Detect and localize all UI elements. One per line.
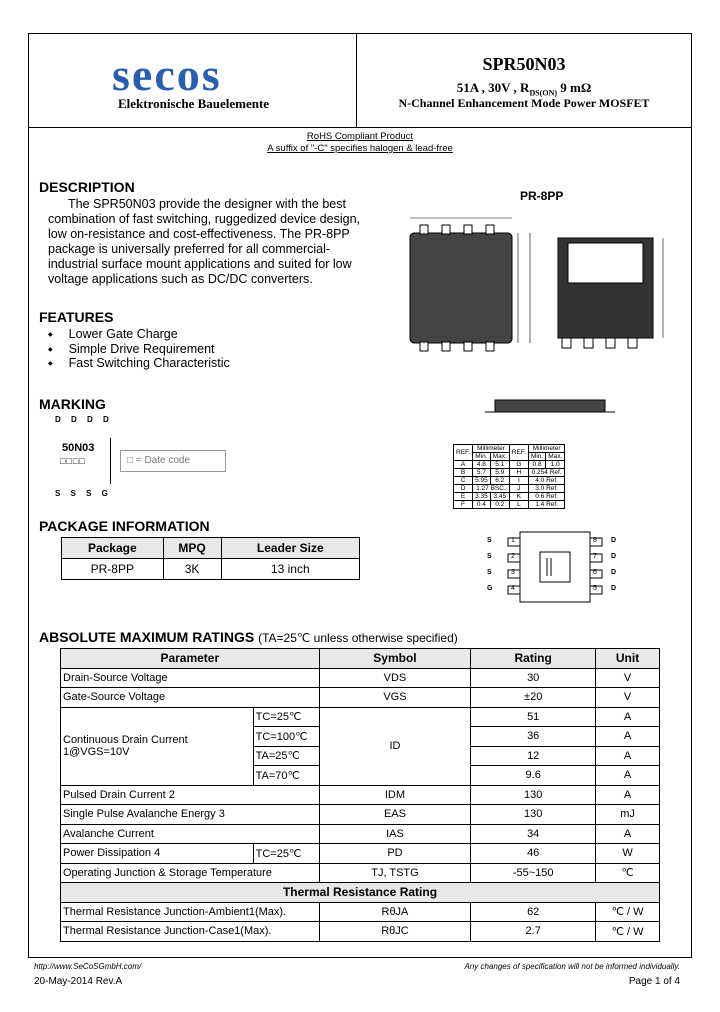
dim-header: Min. (473, 453, 491, 461)
marking-top-pins: D D D D (55, 415, 113, 424)
dim-unit: Millimeter (528, 445, 564, 453)
package-info-heading: PACKAGE INFORMATION (39, 518, 210, 534)
table-row: Continuous Drain Current 1@VGS=10V TC=25℃ ID 51 A (61, 707, 660, 727)
abs-max-ratings-table (60, 648, 660, 942)
table-row: Gate-Source Voltage VGS ±20 V (61, 688, 660, 708)
thermal-heading: Thermal Resistance Rating (61, 883, 660, 903)
halogen-line: A suffix of "-C" specifies halogen & lead-free (267, 143, 453, 154)
dim-header: REF. (454, 445, 473, 461)
table-header: Rating (471, 649, 596, 669)
dim-header: REF. (509, 445, 528, 461)
dim-unit: Millimeter (473, 445, 510, 453)
table-row: A 4.8 5.1 G 0.8 1.0 (454, 461, 565, 469)
table-row: F 0.4 0.2 L 1.4 Ref. (454, 501, 565, 509)
pin-number: 2 (511, 553, 515, 560)
date-code-legend: □ = Date code (120, 450, 226, 472)
package-drawing (400, 210, 690, 440)
pin-label: G (487, 585, 493, 592)
part-number: SPR50N03 (482, 54, 566, 74)
pin-number: 8 (593, 537, 597, 544)
description-heading: DESCRIPTION (39, 179, 135, 195)
pin-label: D (611, 553, 617, 560)
footer-note: Any changes of specification will not be informed individually. (464, 962, 680, 971)
table-row: Thermal Resistance Junction-Case1(Max). RθJC 2.7 ℃ / W (61, 922, 660, 942)
pin-number: 4 (511, 585, 515, 592)
pin-label: D (611, 585, 617, 592)
features-heading: FEATURES (39, 309, 114, 325)
dim-header: Max. (490, 453, 509, 461)
marking-date-boxes: □□□□ (60, 456, 86, 466)
table-row: TC=100℃ 36 A (61, 727, 660, 747)
table-row: PR-8PP 3K 13 inch (62, 559, 360, 580)
marking-divider (110, 438, 111, 484)
pin-number: 3 (511, 569, 515, 576)
pin-number: 5 (593, 585, 597, 592)
table-header: Parameter (61, 649, 320, 669)
pin-number: 6 (593, 569, 597, 576)
table-row: Thermal Resistance Junction-Ambient1(Max). RθJA 62 ℃ / W (61, 902, 660, 922)
footer-date: 20-May-2014 Rev.A (34, 976, 123, 987)
pinout-diagram (505, 530, 605, 605)
company-logo: secos (112, 49, 222, 100)
table-header: Unit (596, 649, 660, 669)
table-row: D 1.27 BSC. J 3.0 Ref. (454, 485, 565, 493)
footer-url[interactable]: http://www.SeCoSGmbH.com/ (34, 962, 142, 971)
pin-label: S (487, 537, 492, 544)
company-subtitle: Elektronische Bauelemente (118, 96, 270, 111)
table-header: Leader Size (221, 538, 359, 559)
spec-summary: 51A , 30V , $R_{DS(ON)}$ 9 mΩ (456, 80, 592, 98)
feature-item: ◆ Simple Drive Requirement (48, 342, 230, 357)
table-row: TA=25℃ 12 A (61, 746, 660, 766)
pin-label: D (611, 537, 617, 544)
table-row: Avalanche Current IAS 34 A (61, 824, 660, 844)
footer-page: Page 1 of 4 (628, 976, 680, 987)
pin-number: 7 (593, 553, 597, 560)
header-rule (28, 127, 692, 128)
feature-item: ◆ Lower Gate Charge (48, 327, 230, 342)
table-row: TA=70℃ 9.6 A (61, 766, 660, 786)
table-row: Pulsed Drain Current 2 IDM 130 A (61, 785, 660, 805)
table-row: Single Pulse Avalanche Energy 3 EAS 130 mJ (61, 805, 660, 825)
dimension-table (453, 444, 565, 509)
package-label: PR-8PP (520, 189, 564, 203)
table-row: E 3.35 3.45 K 0.6 Ref. (454, 493, 565, 501)
device-subtitle: N-Channel Enhancement Mode Power MOSFET (398, 96, 650, 110)
table-header: Package (62, 538, 164, 559)
pin-label: D (611, 569, 617, 576)
package-info-table (61, 537, 360, 580)
rohs-line: RoHS Compliant Product (306, 131, 414, 142)
table-row: C 5.95 6.2 I 4.0 Ref. (454, 477, 565, 485)
marking-code: 50N03 (62, 442, 95, 454)
table-row: Drain-Source Voltage VDS 30 V (61, 668, 660, 688)
table-row: Power Dissipation 4 TC=25℃ PD 46 W (61, 844, 660, 864)
description-text: The SPR50N03 provide the designer with the best combination of fast switching, ruggedized device design, low on-resistance and cost-effectiveness. The PR-8PP package is universally preferred for all commercial-industrial surface mount applications and suited for low voltage applications such as DC/DC converters. (48, 197, 360, 286)
features-list (48, 327, 230, 371)
table-header: MPQ (163, 538, 221, 559)
dim-header: Max. (546, 453, 565, 461)
marking-heading: MARKING (39, 396, 106, 412)
table-header: Symbol (319, 649, 471, 669)
dim-header: Min. (528, 453, 545, 461)
marking-bottom-pins: S S S G (55, 489, 112, 498)
pin-label: S (487, 569, 492, 576)
table-row: B 5.7 5.9 H 0.254 Ref. (454, 469, 565, 477)
amr-heading: ABSOLUTE MAXIMUM RATINGS (TA=25℃ unless otherwise specified) (39, 629, 458, 645)
pin-label: S (487, 553, 492, 560)
pin-number: 1 (511, 537, 515, 544)
table-row: Operating Junction & Storage Temperature TJ, TSTG -55~150 ℃ (61, 863, 660, 883)
feature-item: ◆ Fast Switching Characteristic (48, 356, 230, 371)
